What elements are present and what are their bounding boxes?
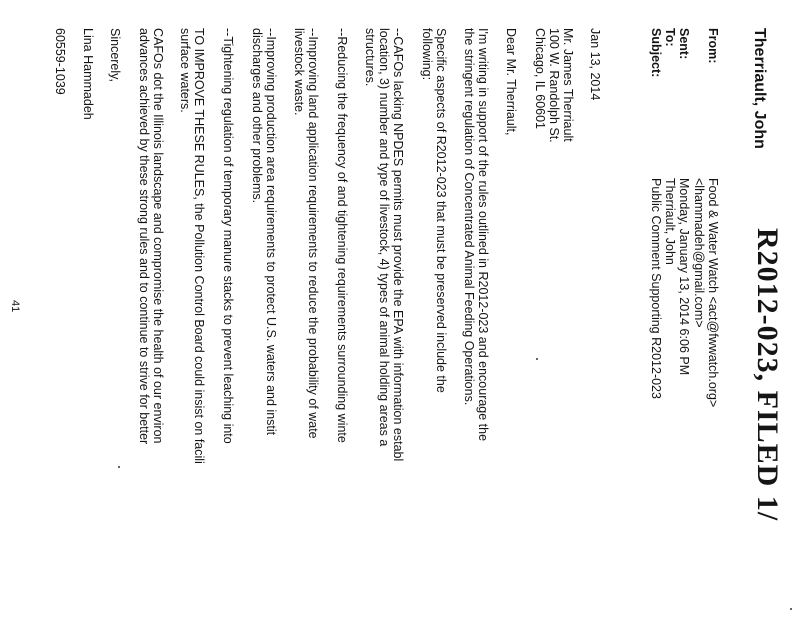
letter-date: Jan 13, 2014 [588, 28, 602, 101]
address-line: 100 W. Randolph St. [547, 28, 561, 143]
intro-paragraph-line: the stringent regulation of Concentrated Animal Feeding Operations. [462, 28, 476, 406]
improvement-line: TO IMPROVE THESE RULES, the Pollution Control Board could insist on facili [192, 28, 206, 464]
specific-aspects-line: following: [420, 28, 434, 81]
specific-aspects-line: Specific aspects of R2012-023 that must be preserved include the [434, 28, 448, 393]
list-item-line: --Tightening regulation of temporary manure stacks to prevent leaching into [221, 28, 235, 444]
closing-paragraph-line: advances achieved by these strong rules and to continue to strive for better [137, 28, 151, 445]
sender-name-heading: Therriault, John [751, 28, 768, 149]
sent-value: Monday, January 13, 2014 6:06 PM [677, 178, 691, 376]
closing-paragraph-line: CAFOs dot the Illinois landscape and compromise the health of our environ [151, 28, 165, 444]
scan-speck [790, 608, 792, 610]
scan-speck [536, 358, 538, 360]
sent-label: Sent: [677, 28, 691, 60]
subject-label: Subject: [649, 28, 663, 78]
from-label: From: [706, 28, 720, 64]
list-item-line: --CAFOs lacking NPDES permits must provide the EPA with information establ [391, 28, 405, 462]
intro-paragraph-line: I'm writing in support of the rules outlined in R2012-023 and encourage the [476, 28, 490, 442]
list-item-line: --Reducing the frequency of and tightening requirements surrounding winte [335, 28, 349, 443]
improvement-line: surface waters. [178, 28, 192, 113]
to-value: Therriault, John [663, 178, 677, 265]
address-line: Chicago, IL 60601 [533, 28, 547, 130]
filing-stamp: R2012-023, FILED 1/ [751, 228, 784, 522]
list-item-line: structures. [363, 28, 377, 87]
list-item-line: --Improving production area requirements to protect U.S. waters and instit [264, 28, 278, 436]
salutation: Dear Mr. Therriault, [504, 28, 518, 136]
signer-name: Lina Hammadeh [81, 28, 95, 120]
list-item-line: location, 3) number and type of livestock, 4) types of animal holding areas a [377, 28, 391, 447]
list-item-line: --Improving land application requirements to reduce the probability of wate [306, 28, 320, 439]
to-label: To: [663, 28, 677, 47]
signer-zip: 60559-1039 [53, 28, 67, 95]
address-line: Mr. James Therriault [561, 28, 575, 142]
signoff: Sincerely, [108, 28, 122, 82]
list-item-line: livestock waste. [292, 28, 306, 116]
page-number: 41 [9, 300, 21, 313]
from-email: <lhammadeh@gmail.com> [692, 178, 706, 328]
subject-value: Public Comment Supporting R2012-023 [649, 178, 663, 399]
scan-speck [118, 466, 120, 468]
list-item-line: discharges and other problems. [250, 28, 264, 204]
from-value: Food & Water Watch <act@fwwatch.org> [706, 178, 720, 408]
